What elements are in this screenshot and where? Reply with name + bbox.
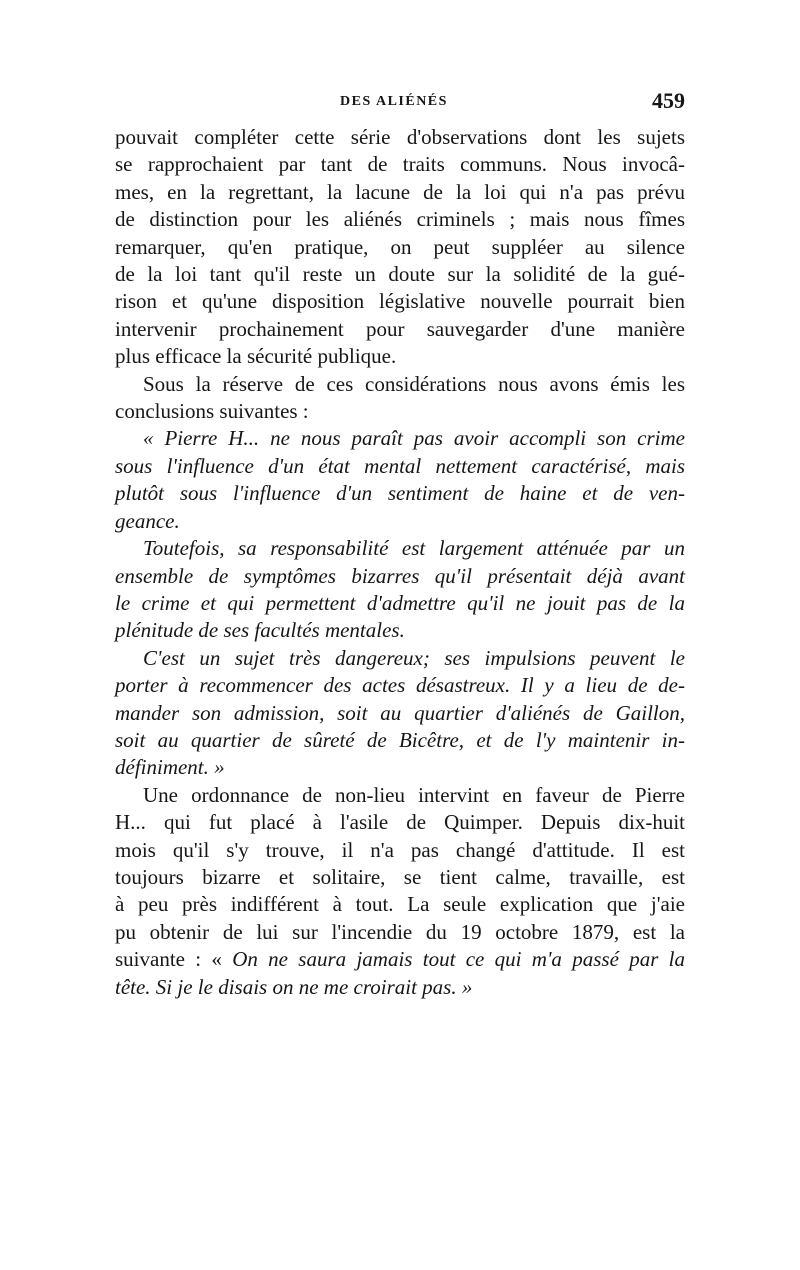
text-line: se rapprochaient par tant de traits communs. Nous invocâ- (115, 152, 685, 177)
text-line: définiment. » (115, 755, 225, 780)
text-line: plénitude de ses facultés mentales. (115, 618, 405, 643)
text-line: mes, en la regrettant, la lacune de la loi qui n'a pas prévu (115, 179, 685, 204)
text-line: geance. (115, 508, 180, 533)
text-line: mander son admission, soit au quartier d'aliénés de Gaillon, (115, 700, 685, 725)
text-line: porter à recommencer des actes désastreux. Il y a lieu de de- (115, 673, 685, 698)
text-line: de distinction pour les aliénés criminels ; mais nous fîmes (115, 207, 685, 232)
text-line: à peu près indifférent à tout. La seule explication que j'aie (115, 892, 685, 917)
text-line: sous l'influence d'un état mental nettement caractérisé, mais (115, 453, 685, 478)
page-number: 459 (652, 88, 685, 113)
text-line: Une ordonnance de non-lieu intervint en faveur de Pierre (143, 782, 685, 807)
text-line: ensemble de symptômes bizarres qu'il présentait déjà avant (115, 563, 685, 588)
text-line: toujours bizarre et solitaire, se tient calme, travaille, est (115, 864, 685, 889)
text-line: pu obtenir de lui sur l'incendie du 19 octobre 1879, est la (115, 919, 685, 944)
text-line (115, 946, 685, 973)
text-line: Sous la réserve de ces considérations nous avons émis les (143, 371, 685, 396)
running-head: DES ALIÉNÉS (340, 94, 448, 109)
text-line: pouvait compléter cette série d'observations dont les sujets (115, 125, 685, 149)
text-line: plutôt sous l'influence d'un sentiment de haine et de ven- (115, 481, 685, 506)
page-header (115, 88, 685, 118)
text-line: « Pierre H... ne nous paraît pas avoir accompli son crime (143, 426, 685, 451)
text-line: H... qui fut placé à l'asile de Quimper. Depuis dix-huit (115, 810, 685, 835)
text-run: suivante : « (115, 947, 233, 972)
text-line: le crime et qui permettent d'admettre qu'il ne jouit pas de la (115, 590, 685, 615)
text-line: plus efficace la sécurité publique. (115, 344, 397, 369)
text-line: mois qu'il s'y trouve, il n'a pas changé d'attitude. Il est (115, 837, 685, 862)
text-line: C'est un sujet très dangereux; ses impulsions peuvent le (143, 645, 685, 670)
body-text (115, 124, 685, 1001)
text-line: intervenir prochainement pour sauvegarder d'une manière (115, 316, 685, 341)
text-line: conclusions suivantes : (115, 399, 309, 424)
text-line: remarquer, qu'en pratique, on peut suppléer au silence (115, 234, 685, 259)
text-line: de la loi tant qu'il reste un doute sur la solidité de la gué- (115, 262, 685, 287)
text-line: soit au quartier de sûreté de Bicêtre, et de l'y maintenir in- (115, 727, 685, 752)
text-line: Toutefois, sa responsabilité est largement atténuée par un (143, 536, 685, 561)
text-run-italic: On ne saura jamais tout ce qui m'a passé par la (232, 947, 685, 972)
text-line: rison et qu'une disposition législative nouvelle pourrait bien (115, 289, 685, 314)
text-line: tête. Si je le disais on ne me croirait pas. » (115, 974, 473, 999)
